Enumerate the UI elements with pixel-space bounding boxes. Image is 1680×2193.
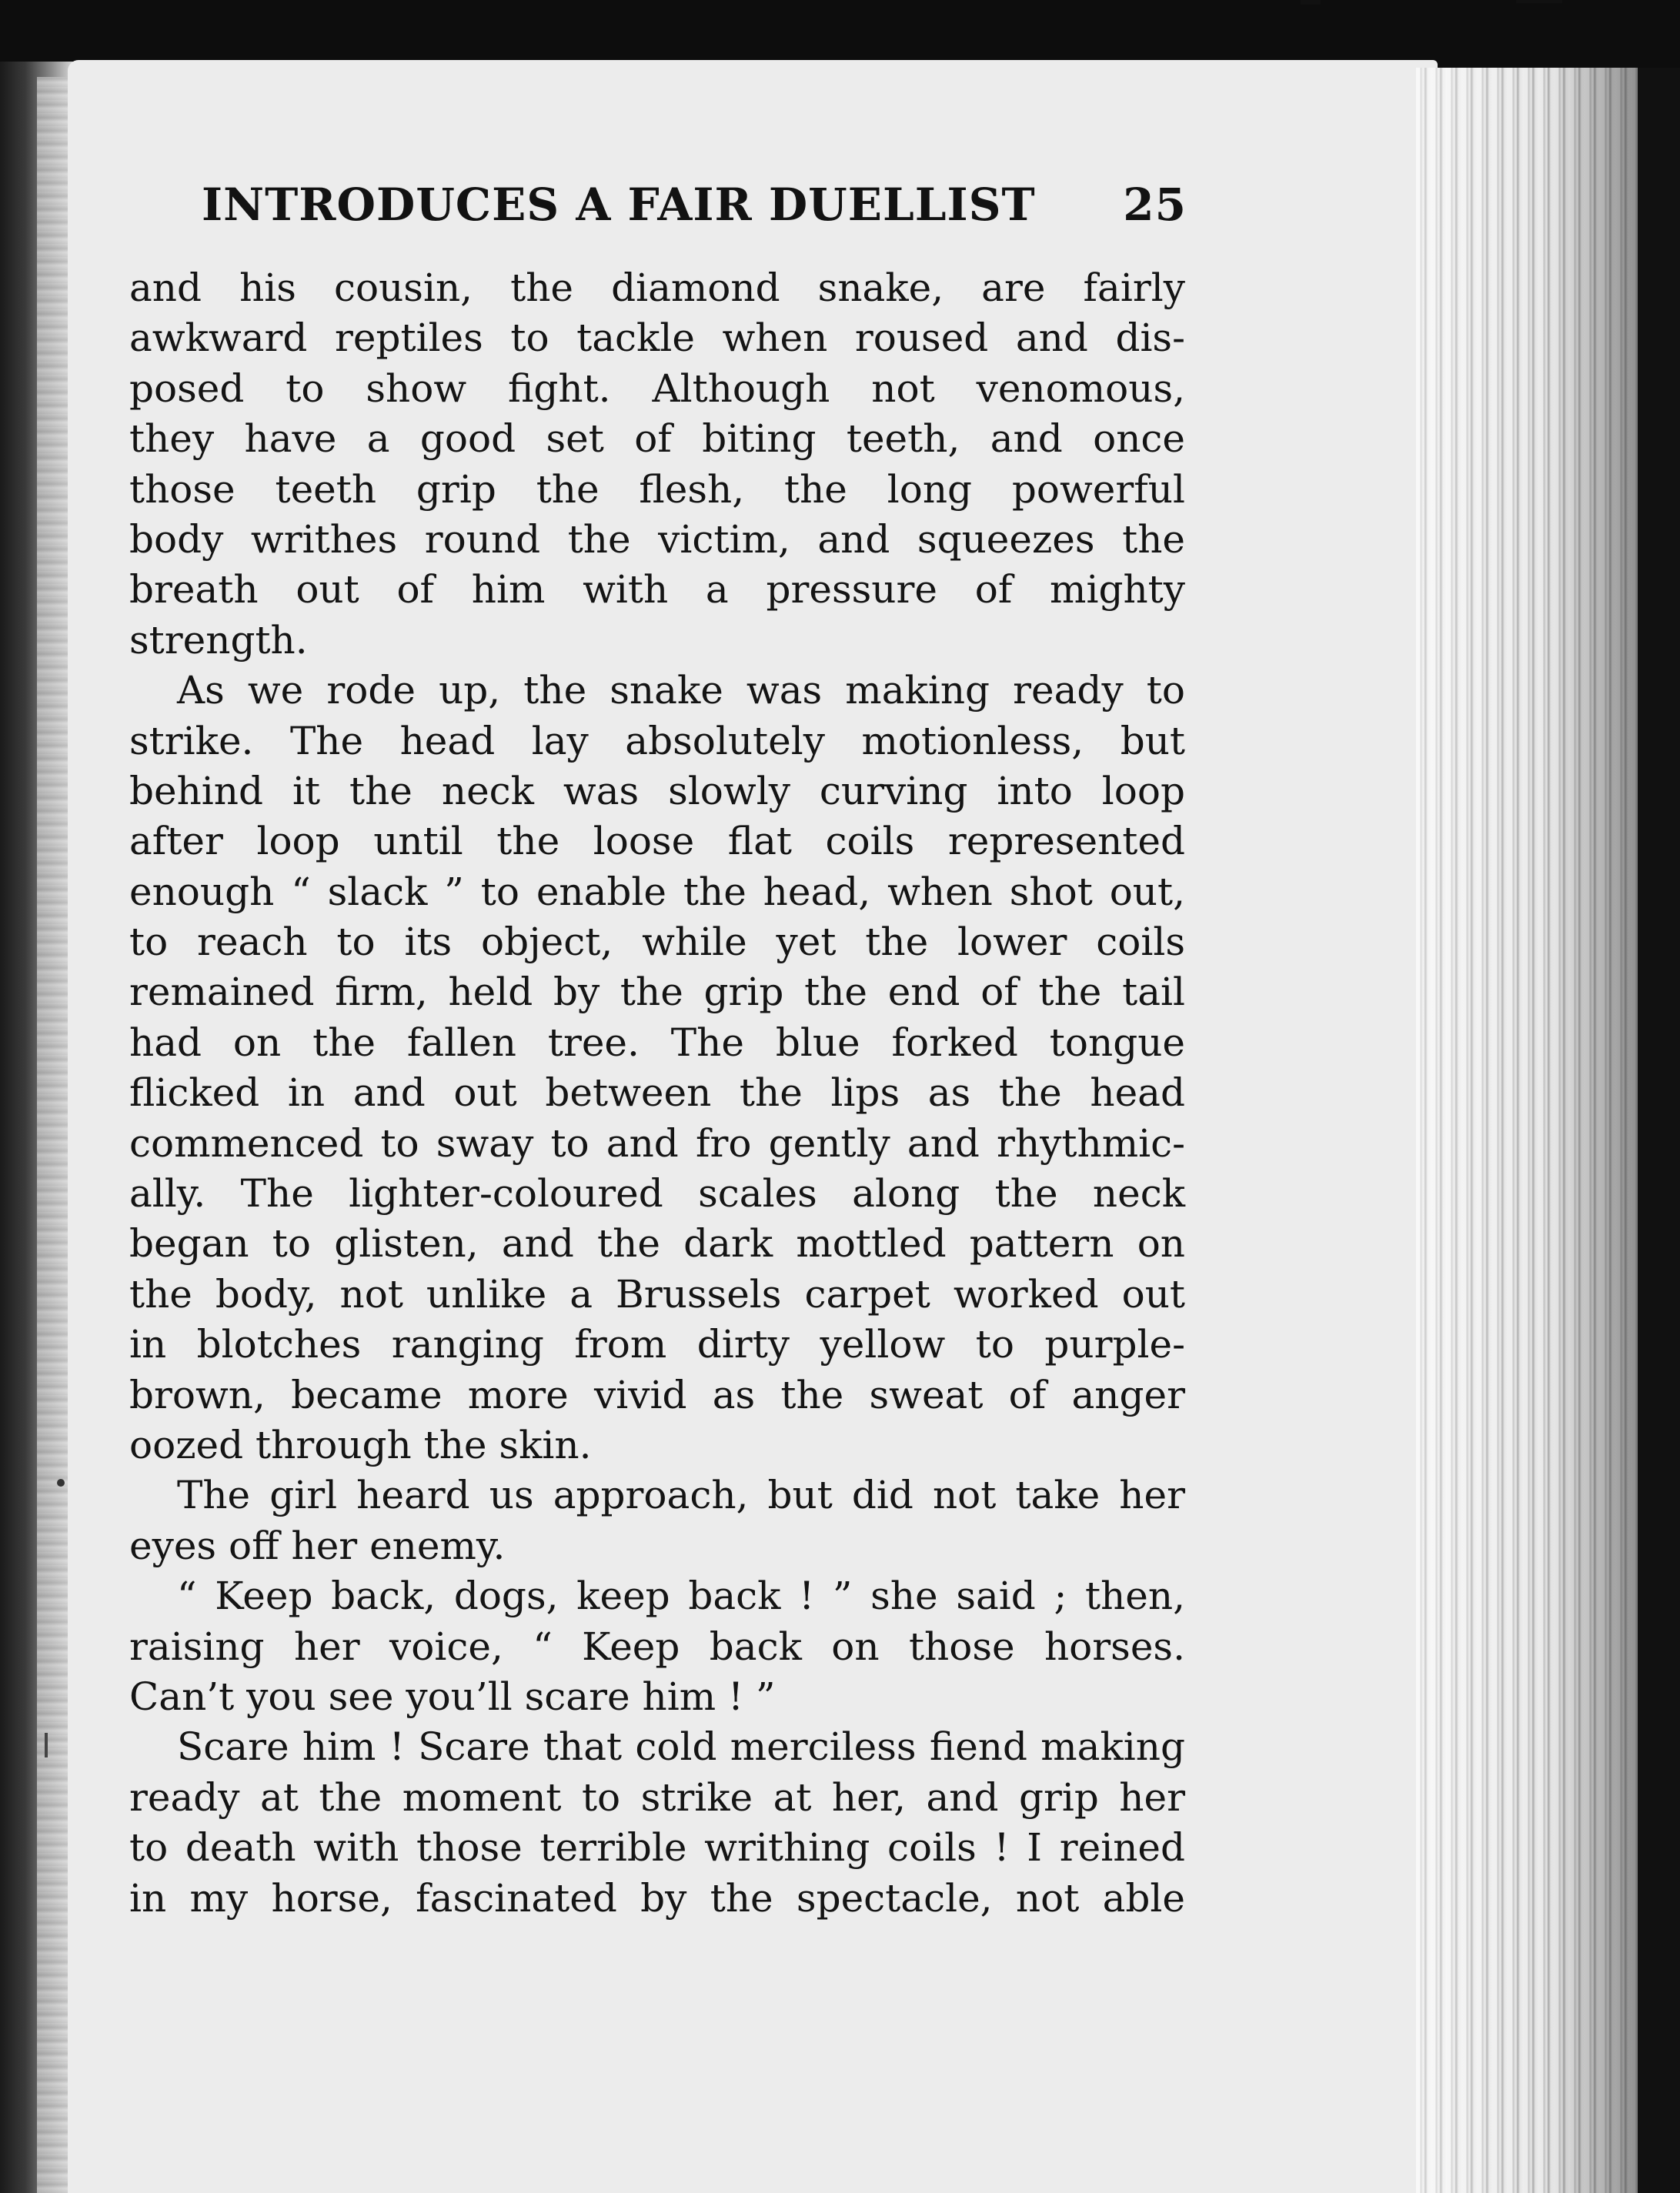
scan-speck [1301, 0, 1321, 5]
text-line: began to glisten, and the dark mottled pattern on [129, 1221, 1185, 1267]
right-dark-border [1638, 68, 1680, 2193]
text-line: those teeth grip the flesh, the long powerful [129, 466, 1185, 512]
scan-speck [1667, 2047, 1673, 2065]
text-line: in blotches ranging from dirty yellow to purple- [129, 1322, 1185, 1367]
margin-mark [57, 1479, 65, 1487]
text-line: they have a good set of biting teeth, and once [129, 416, 1185, 462]
text-line: Scare him ! Scare that cold merciless fiend making [177, 1724, 1185, 1770]
text-line: Can’t you see you’ll scare him ! ” [129, 1674, 776, 1719]
text-line: “ Keep back, dogs, keep back ! ” she said ; then, [177, 1574, 1185, 1619]
running-header-title: INTRODUCES A FAIR DUELLIST [202, 179, 1036, 231]
text-line: commenced to sway to and fro gently and rhythmic- [129, 1120, 1185, 1166]
text-line: had on the fallen tree. The blue forked tongue [129, 1020, 1185, 1065]
stacked-page-edges-shade [1416, 68, 1639, 2193]
scan-speck [1516, 0, 1562, 3]
text-line: to reach to its object, while yet the lower coils [129, 920, 1185, 965]
body-text [129, 263, 1185, 1924]
text-line: eyes off her enemy. [129, 1523, 506, 1568]
text-line: after loop until the loose flat coils represented [129, 819, 1185, 864]
margin-mark [45, 1733, 48, 1757]
previous-page-edge-texture [37, 77, 68, 2193]
text-line: in my horse, fascinated by the spectacle, not able [129, 1875, 1185, 1921]
text-line: As we rode up, the snake was making ready to [177, 668, 1185, 713]
text-line: and his cousin, the diamond snake, are fairly [129, 265, 1185, 310]
text-line: ally. The lighter-coloured scales along the neck [129, 1171, 1185, 1217]
text-line: flicked in and out between the lips as the head [129, 1070, 1185, 1116]
text-line: strength. [129, 617, 308, 663]
text-line: raising her voice, “ Keep back on those horses. [129, 1624, 1185, 1669]
text-line: ready at the moment to strike at her, and grip her [129, 1774, 1185, 1820]
text-line: remained firm, held by the grip the end of the tail [129, 970, 1185, 1015]
text-line: strike. The head lay absolutely motionless, but [129, 718, 1185, 763]
text-line: to death with those terrible writhing coils ! I reined [129, 1825, 1185, 1871]
text-line: the body, not unlike a Brussels carpet worked out [129, 1271, 1185, 1317]
page-number: 25 [1123, 179, 1187, 231]
text-line: The girl heard us approach, but did not take her [177, 1473, 1185, 1518]
text-line: brown, became more vivid as the sweat of anger [129, 1372, 1185, 1417]
text-line: enough “ slack ” to enable the head, when shot out, [129, 869, 1185, 914]
text-line: posed to show fight. Although not venomous, [129, 366, 1185, 411]
text-line: awkward reptiles to tackle when roused and dis- [129, 315, 1185, 361]
scan-speck [1665, 566, 1672, 582]
text-line: breath out of him with a pressure of mighty [129, 567, 1185, 613]
text-line: behind it the neck was slowly curving into loop [129, 768, 1185, 813]
running-header [202, 179, 1187, 240]
scan-speck [1666, 1375, 1672, 1390]
text-line: body writhes round the victim, and squeezes the [129, 516, 1185, 562]
text-line: oozed through the skin. [129, 1422, 592, 1467]
